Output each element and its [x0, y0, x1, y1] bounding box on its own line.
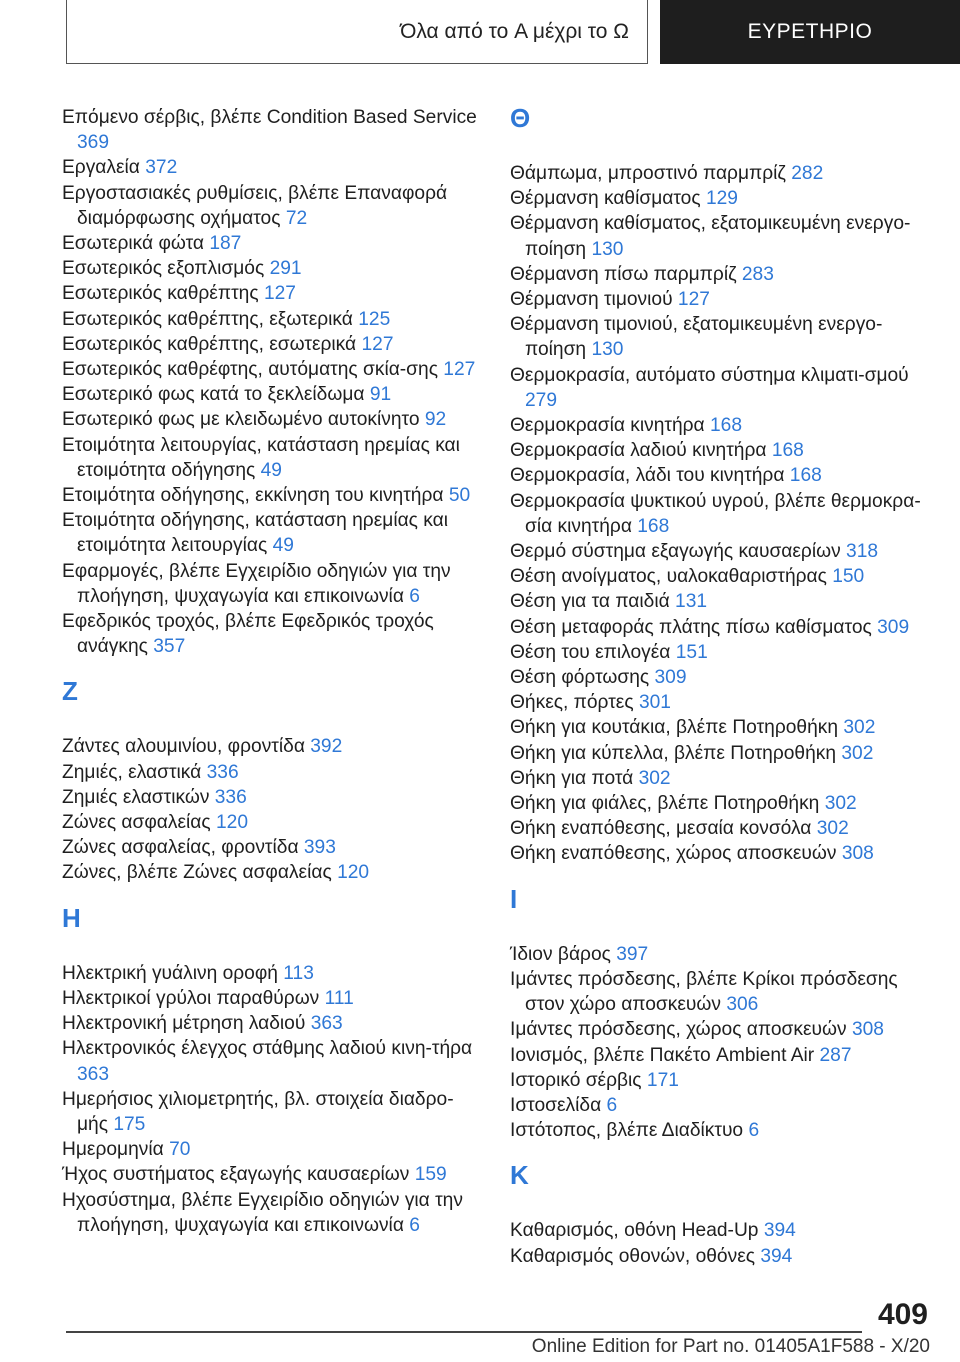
index-page-link[interactable]: 394	[760, 1245, 793, 1267]
index-entry-text: Θέση μεταφοράς πλάτης πίσω καθίσματος	[510, 616, 872, 638]
index-entry	[62, 609, 482, 659]
index-entry	[62, 483, 482, 508]
index-entry-text: Εσωτερικός εξοπλισμός	[62, 258, 265, 280]
index-entry-text: Θήκη για κύπελλα, βλέπε Ποτηροθήκη	[510, 742, 837, 764]
index-entry-text: Θέρμανση τιμονιού	[510, 289, 673, 311]
index-page-link[interactable]: 357	[153, 636, 186, 658]
index-entry-text: Επόμενο σέρβις, βλέπε Condition Based Service	[62, 107, 477, 128]
index-entry-text: Ετοιμότητα οδήγησης, κατάσταση ηρεμίας και ετοιμότητα λειτουργίας	[62, 510, 448, 557]
index-entry	[62, 382, 482, 407]
index-entry	[510, 1218, 935, 1243]
index-page-link[interactable]: 283	[741, 263, 774, 285]
index-entry	[510, 413, 935, 438]
index-entry	[510, 539, 935, 564]
index-entry	[62, 961, 482, 986]
index-entry	[510, 262, 935, 287]
index-entry-text: Ζώνες ασφαλείας, φροντίδα	[62, 837, 299, 859]
index-entry-text: Θήκη εναπόθεσης, μεσαία κονσόλα	[510, 818, 812, 840]
index-entry-text: Θέρμανση πίσω παρμπρίζ	[510, 263, 737, 285]
index-page-link[interactable]: 6	[748, 1120, 760, 1142]
index-entry	[62, 760, 482, 785]
index-page-link[interactable]: 171	[646, 1069, 679, 1091]
index-entry-text: Θέση του επιλογέα	[510, 641, 671, 663]
index-page-link[interactable]: 282	[791, 163, 824, 184]
index-entry-text: Ζημιές ελαστικών	[62, 786, 210, 808]
index-page-link[interactable]: 308	[841, 843, 874, 865]
index-page-link[interactable]: 91	[369, 384, 392, 406]
index-entry-text: Ιστορικό σέρβις	[510, 1069, 642, 1091]
index-entry-text: Θέση ανοίγματος, υαλοκαθαριστήρας	[510, 566, 827, 588]
index-page-link[interactable]: 168	[789, 465, 822, 487]
index-entry	[510, 186, 935, 211]
index-entry	[510, 589, 935, 614]
index-entry	[62, 1162, 482, 1187]
index-page-link[interactable]: 302	[841, 742, 874, 764]
index-entry	[62, 155, 482, 180]
index-entry-text: Θήκη εναπόθεσης, χώρος αποσκευών	[510, 843, 837, 865]
index-page-link[interactable]: 363	[310, 1013, 343, 1035]
index-entry	[62, 332, 482, 357]
index-entry	[510, 564, 935, 589]
index-entry	[62, 835, 482, 860]
index-entry-text: Ηλεκτρονικός έλεγχος στάθμης λαδιού κινη-τήρα	[62, 1038, 473, 1060]
index-entry-text: Θερμοκρασία ψυκτικού υγρού, βλέπε θερμοκρα-σία κινητήρα	[510, 490, 921, 537]
index-entry-text: Θήκη για κουτάκια, βλέπε Ποτηροθήκη	[510, 717, 839, 739]
index-entry-text: Θερμοκρασία λαδιού κινητήρα	[510, 440, 767, 462]
index-page-link[interactable]: 302	[816, 818, 849, 840]
index-entry-text: Ιστοσελίδα	[510, 1094, 602, 1116]
index-page-link[interactable]: 309	[877, 616, 910, 638]
index-entry	[62, 105, 482, 155]
index-entry-text: Θέρμανση καθίσματος	[510, 188, 701, 210]
index-entry	[62, 1137, 482, 1162]
index-entry	[510, 1043, 935, 1068]
index-entry-text: Ιονισμός, βλέπε Πακέτο Ambient Air	[510, 1044, 815, 1066]
index-letter-heading: Θ	[510, 103, 531, 133]
index-entry	[510, 766, 935, 791]
index-entry-text: Εσωτερικός καθρέφτης, αυτόματης σκία-σης	[62, 359, 438, 381]
index-column-right	[510, 105, 935, 1269]
index-page-link[interactable]: 392	[310, 736, 343, 758]
index-page-link[interactable]: 301	[638, 692, 671, 714]
index-entry	[62, 860, 482, 885]
index-page-link[interactable]: 372	[145, 157, 178, 179]
index-page-link[interactable]: 336	[214, 786, 247, 808]
index-page-link[interactable]: 279	[525, 389, 558, 411]
index-entry	[62, 1188, 482, 1238]
index-page-link[interactable]: 6	[606, 1094, 618, 1116]
index-entry-text: Ίδιον βάρος	[510, 943, 611, 965]
index-page-link[interactable]: 113	[283, 962, 314, 984]
index-entry	[62, 433, 482, 483]
index-entry	[62, 181, 482, 231]
index-entry-text: Θερμοκρασία, λάδι του κινητήρα	[510, 465, 785, 487]
index-entry-text: Ηλεκτρική γυάλινη οροφή	[62, 962, 278, 984]
index-page-link[interactable]: 120	[337, 862, 370, 884]
index-entry	[510, 665, 935, 690]
index-entry	[510, 438, 935, 463]
index-entry	[62, 986, 482, 1011]
index-page-link[interactable]: 302	[824, 793, 857, 815]
index-entry	[62, 1036, 482, 1086]
index-entry-text: Ζώνες ασφαλείας	[62, 812, 211, 834]
index-letter-heading: I	[510, 883, 518, 914]
index-entry-text: Ιμάντες πρόσδεσης, χώρος αποσκευών	[510, 1019, 847, 1041]
index-page-link[interactable]: 397	[616, 943, 649, 965]
index-page-link[interactable]: 127	[677, 289, 710, 311]
index-entry	[62, 810, 482, 835]
index-entry-text: Θήκη για ποτά	[510, 767, 634, 789]
index-entry	[510, 161, 935, 186]
index-page-link[interactable]: 50	[448, 485, 471, 507]
index-entry	[510, 816, 935, 841]
index-page-link[interactable]: 291	[269, 258, 302, 280]
index-page-link[interactable]: 168	[709, 415, 742, 437]
index-page-link[interactable]: 393	[303, 837, 336, 859]
index-entry	[62, 407, 482, 432]
index-entry-text: Θέση φόρτωσης	[510, 667, 650, 689]
index-entry-text: Εσωτερικός καθρέπτης, εσωτερικά	[62, 333, 357, 355]
index-entry-text: Θέρμανση καθίσματος, εξατομικευμένη ενεργο-ποίηση	[510, 213, 911, 260]
index-page-link[interactable]: 336	[206, 761, 239, 783]
index-entry-text: Θήκες, πόρτες	[510, 692, 634, 714]
index-page-link[interactable]: 151	[675, 641, 708, 663]
index-page-link[interactable]: 309	[654, 667, 687, 689]
index-entry	[510, 363, 935, 413]
index-entry-text: Ηχοσύστημα, βλέπε Εγχειρίδιο οδηγιών για την πλοήγηση, ψυχαγωγία και επικοινωνία	[62, 1189, 463, 1236]
index-page-link[interactable]: 130	[591, 339, 624, 361]
index-page-link[interactable]: 308	[851, 1019, 884, 1041]
index-entry-text: Ηλεκτρονική μέτρηση λαδιού	[62, 1013, 306, 1035]
index-entry	[510, 1068, 935, 1093]
index-entry	[510, 640, 935, 665]
index-page-link[interactable]: 49	[272, 535, 294, 557]
index-page-link[interactable]: 150	[832, 566, 865, 588]
index-entry-text: Θερμοκρασία, αυτόματο σύστημα κλιματι-σμού	[510, 364, 909, 386]
page-number: 409	[877, 1298, 928, 1331]
index-entry	[510, 1093, 935, 1118]
index-page-link[interactable]: 369	[77, 132, 110, 154]
footer-edition-text: Online Edition for Part no. 01405A1F588 - X/20	[531, 1336, 930, 1357]
index-page-link[interactable]: 127	[443, 359, 476, 381]
index-page-link[interactable]: 49	[260, 459, 282, 481]
index-page-link[interactable]: 111	[324, 987, 354, 1009]
index-entry-text: Θερμό σύστημα εξαγωγής καυσαερίων	[510, 541, 841, 563]
index-entry-text: Ζώνες, βλέπε Ζώνες ασφαλείας	[62, 862, 332, 884]
index-entry-text: Θερμοκρασία κινητήρα	[510, 415, 705, 437]
index-page-link[interactable]: 130	[591, 238, 624, 260]
index-page-link[interactable]: 125	[358, 308, 391, 330]
index-entry-text: Εσωτερικός καθρέπτης, εξωτερικά	[62, 308, 353, 330]
index-entry-text: Θέση για τα παιδιά	[510, 591, 670, 613]
index-entry	[510, 1244, 935, 1269]
index-entry-text: Εργοστασιακές ρυθμίσεις, βλέπε Επαναφορά διαμόρφωσης οχήματος	[62, 182, 448, 229]
index-entry	[510, 489, 935, 539]
index-entry	[62, 281, 482, 306]
index-entry	[62, 1087, 482, 1137]
index-page-link[interactable]: 287	[819, 1044, 852, 1066]
index-entry	[510, 1017, 935, 1042]
index-entry-text: Εφαρμογές, βλέπε Εγχειρίδιο οδηγιών για την πλοήγηση, ψυχαγωγία και επικοινωνία	[62, 560, 451, 607]
index-entry-text: Εσωτερικός καθρέπτης	[62, 283, 259, 305]
index-page-link[interactable]: 318	[846, 541, 879, 563]
index-entry-text: Ετοιμότητα λειτουργίας, κατάσταση ηρεμίας και ετοιμότητα οδήγησης	[62, 434, 460, 481]
index-entry	[510, 1118, 935, 1143]
index-page-link[interactable]: 6	[409, 585, 420, 607]
index-entry	[510, 312, 935, 362]
index-page-link[interactable]: 120	[216, 812, 249, 834]
index-page-link[interactable]: 131	[675, 591, 708, 613]
index-entry-text: Ηλεκτρικοί γρύλοι παραθύρων	[62, 987, 320, 1009]
index-entry	[510, 967, 935, 1017]
index-page-link[interactable]: 72	[285, 207, 308, 229]
index-entry	[510, 841, 935, 866]
index-page-link[interactable]: 70	[169, 1139, 191, 1161]
index-entry-text: Ημερήσιος χιλιομετρητής, βλ. στοιχεία διαδρο-μής	[62, 1088, 454, 1135]
index-entry-text: Καθαρισμός οθονών, οθόνες	[510, 1245, 755, 1267]
index-page-link[interactable]: 92	[424, 409, 447, 431]
index-page-link[interactable]: 302	[638, 767, 671, 789]
index-page-link[interactable]: 127	[263, 283, 296, 305]
index-entry	[510, 791, 935, 816]
index-entry-text: Εσωτερικά φώτα	[62, 233, 204, 255]
index-entry-text: Εργαλεία	[62, 157, 140, 179]
index-entry-text: Ζάντες αλουμινίου, φροντίδα	[62, 736, 305, 758]
index-page-link[interactable]: 187	[209, 233, 242, 255]
page-header	[66, 0, 960, 66]
section-title: Όλα από το A μέχρι το Ω	[66, 0, 648, 64]
index-page-link[interactable]: 394	[763, 1220, 796, 1242]
footer-divider	[66, 1331, 862, 1333]
index-page-link[interactable]: 127	[361, 333, 394, 355]
index-entry	[62, 734, 482, 759]
index-entry-text: Εσωτερικό φως κατά το ξεκλείδωμα	[62, 384, 365, 406]
index-entry	[510, 615, 935, 640]
index-page-link[interactable]: 159	[414, 1164, 447, 1186]
index-entry-text: Ιμάντες πρόσδεσης, βλέπε Κρίκοι πρόσδεσης στον χώρο αποσκευών	[510, 968, 898, 1016]
index-page-link[interactable]: 129	[705, 188, 738, 210]
index-letter-heading: K	[510, 1160, 529, 1191]
index-entry	[62, 231, 482, 256]
index-entry	[510, 211, 935, 261]
index-entry	[62, 357, 482, 382]
index-entry	[510, 715, 935, 740]
index-entry	[62, 1011, 482, 1036]
index-entry	[62, 785, 482, 810]
index-page-link[interactable]: 175	[113, 1113, 146, 1135]
index-tab[interactable]: ΕΥΡΕΤΗΡΙΟ	[660, 0, 960, 64]
index-entry	[62, 559, 482, 609]
index-letter-heading: Z	[62, 676, 78, 707]
index-page-link[interactable]: 168	[771, 440, 804, 462]
index-entry	[510, 690, 935, 715]
index-entry	[62, 256, 482, 281]
index-entry-text: Εφεδρικός τροχός, βλέπε Εφεδρικός τροχός ανάγκης	[62, 611, 434, 658]
index-entry	[62, 307, 482, 332]
index-entry-text: Εσωτερικό φως με κλειδωμένο αυτοκίνητο	[62, 409, 420, 431]
index-page-link[interactable]: 6	[409, 1214, 420, 1236]
index-entry-text: Ιστότοπος, βλέπε Διαδίκτυο	[510, 1120, 744, 1142]
index-entry-text: Ημερομηνία	[62, 1139, 164, 1161]
index-entry-text: Ετοιμότητα οδήγησης, εκκίνηση του κινητήρα	[62, 485, 444, 507]
index-entry-text: Θάμπωμα, μπροστινό παρμπρίζ	[510, 163, 786, 184]
index-page-link[interactable]: 306	[726, 994, 759, 1016]
index-entry-text: Θήκη για φιάλες, βλέπε Ποτηροθήκη	[510, 793, 820, 815]
index-entry-text: Ζημιές, ελαστικά	[62, 761, 202, 783]
index-page-link[interactable]: 302	[843, 717, 876, 739]
index-entry-text: Ήχος συστήματος εξαγωγής καυσαερίων	[62, 1164, 410, 1186]
index-entry-text: Θέρμανση τιμονιού, εξατομικευμένη ενεργο-ποίηση	[510, 314, 883, 361]
index-entry	[510, 942, 935, 967]
index-entry	[62, 508, 482, 558]
index-letter-heading: H	[62, 902, 81, 933]
index-page-link[interactable]: 168	[637, 515, 670, 537]
index-entry-text: Καθαρισμός, οθόνη Head-Up	[510, 1220, 759, 1242]
index-column-left	[62, 105, 482, 1238]
index-page-link[interactable]: 363	[77, 1063, 110, 1085]
index-entry	[510, 741, 935, 766]
index-entry	[510, 463, 935, 488]
index-entry	[510, 287, 935, 312]
